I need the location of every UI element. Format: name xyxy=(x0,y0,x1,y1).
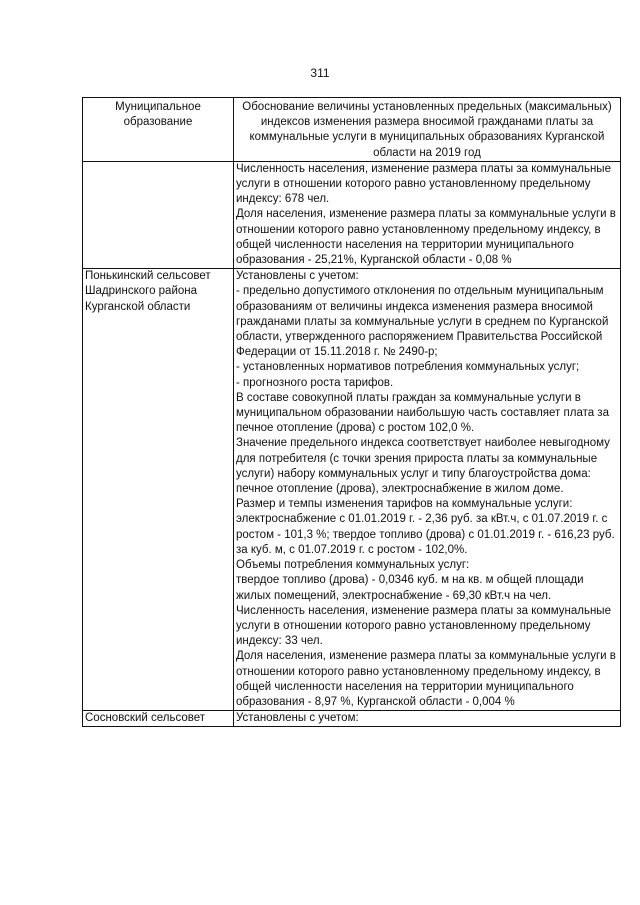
paragraph: - прогнозного роста тарифов. xyxy=(236,376,394,389)
municipality-cell xyxy=(83,161,234,268)
paragraph: Численность населения, изменение размера платы за коммунальные услуги в отношении которого равно установленному предельному индексу: 33 чел. xyxy=(236,604,611,648)
paragraph: - предельно допустимого отклонения по отдельным муниципальным образованиям от величины индекса изменения размера вносимой гражданами платы за коммунальные услуги в среднем по Курганской области, утвержденного распоряжением Правительства Российской Федерации от 15.11.2018 г. № 2490-р; xyxy=(236,285,609,359)
paragraph: - установленных нормативов потребления коммунальных услуг; xyxy=(236,361,580,374)
justification-cell xyxy=(234,161,621,268)
paragraph: электроснабжение с 01.01.2019 г. - 2,36 руб. за кВт.ч, с 01.07.2019 г. с ростом - 101,3 %; твердое топливо (дрова) с 01.01.2019 г. - 616,23 руб. за куб. м, с 01.07.2019 г. с ростом - 102,0%. xyxy=(236,513,615,556)
table-row xyxy=(83,269,621,711)
municipality-cell: Понькинский сельсовет Шадринского района Курганской области xyxy=(83,269,234,711)
table-row xyxy=(83,711,621,727)
paragraph: Значение предельного индекса соответствует наиболее невыгодному для потребителя (с точки зрения прироста платы за коммунальные услуги) набору коммунальных услуг и типу благоустройства дома: xyxy=(236,437,610,480)
justification-cell xyxy=(234,269,621,711)
table-row xyxy=(83,161,621,268)
paragraph: Доля населения, изменение размера платы за коммунальные услуги в отношении которого равно установленному предельному индексу, в общей численности населения на территории муниципального образования - 25,21%, Курганской области - 0,08 % xyxy=(236,208,616,267)
header-justification: Обоснование величины установленных предельных (максимальных) индексов изменения размера вносимой гражданами платы за коммунальные услуги в муниципальных образованиях Курганской области на 2019 год xyxy=(234,98,621,162)
municipality-cell: Сосновский сельсовет xyxy=(83,711,234,727)
justification-table xyxy=(82,97,621,727)
paragraph: печное отопление (дрова), электроснабжение в жилом доме. xyxy=(236,483,564,496)
paragraph: Численность населения, изменение размера платы за коммунальные услуги в отношении которого равно установленному предельному индексу: 678 чел. xyxy=(236,162,611,206)
paragraph: Доля населения, изменение размера платы за коммунальные услуги в отношении которого равно установленному предельному индексу, в общей численности населения на территории муниципального образования - 8,97 %, Курганской области - 0,004 % xyxy=(236,650,616,708)
justification-cell xyxy=(234,711,621,727)
paragraph: Объемы потребления коммунальных услуг: xyxy=(236,559,470,572)
paragraph: Установлены с учетом: xyxy=(236,712,359,725)
paragraph: твердое топливо (дрова) - 0,0346 куб. м на кв. м общей площади жилых помещений, электроснабжение - 69,30 кВт.ч на чел. xyxy=(236,574,584,602)
table-header-row xyxy=(83,98,621,162)
page-number: 311 xyxy=(310,66,330,80)
paragraph: В составе совокупной платы граждан за коммунальные услуги в муниципальном образовании наибольшую часть составляет плата за печное отопление (дрова) с ростом 102,0 %. xyxy=(236,391,609,435)
paragraph: Установлены с учетом: xyxy=(236,270,359,283)
header-municipality: Муниципальное образование xyxy=(83,98,234,162)
paragraph: Размер и темпы изменения тарифов на коммунальные услуги: xyxy=(236,498,573,511)
